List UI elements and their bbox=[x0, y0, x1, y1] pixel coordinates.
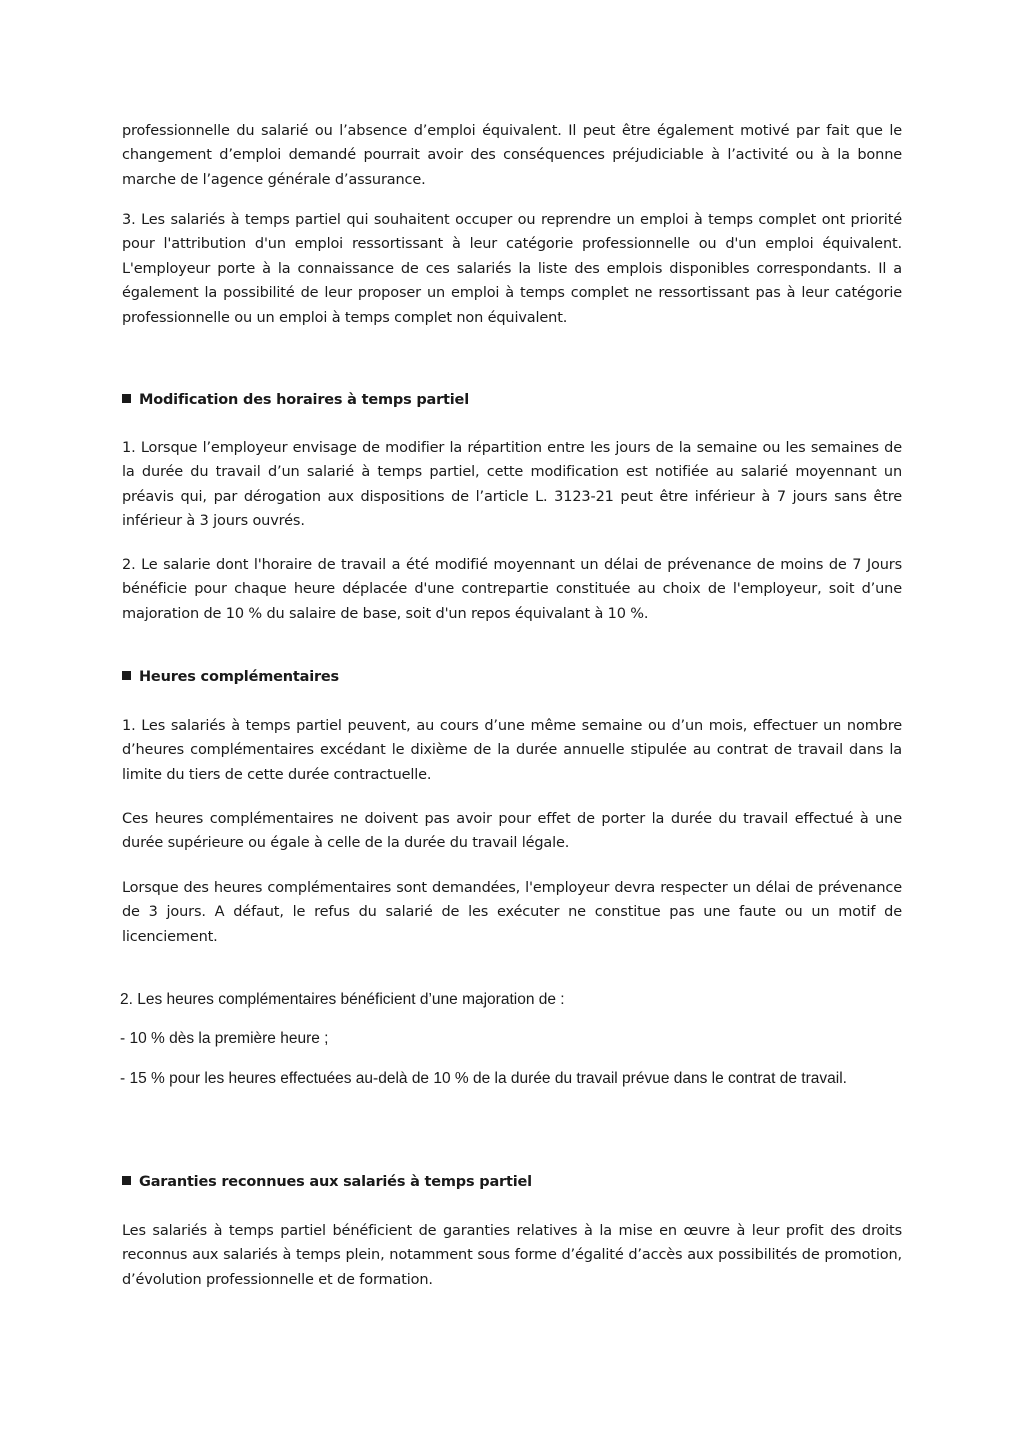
intro-paragraph-1: professionnelle du salarié ou l’absence d’emploi équivalent. Il peut être également motivé par fait que le changement d’emploi demandé pourrait avoir des conséquences préjudiciable à l’activité ou à la bonne marche de l’agence générale d’assurance. bbox=[122, 123, 902, 188]
heures-paragraph-3: Lorsque des heures complémentaires sont demandées, l'employeur devra respecter un délai de prévenance de 3 jours. A défaut, le refus du salarié de les exécuter ne constitue pas une faute ou un motif de licenciement. bbox=[122, 880, 902, 945]
intro-paragraph-2: 3. Les salariés à temps partiel qui souhaitent occuper ou reprendre un emploi à temps complet ont priorité pour l'attribution d'un emploi ressortissant à leur catégorie professionnelle ou d'un emploi équivalent. L'employeur porte à la connaissance de ces salariés la liste des emplois disponibles correspondants. Il a également la possibilité de leur proposer un emploi à temps complet ne ressortissant pas à leur catégorie professionnelle ou un emploi à temps complet non équivalent. bbox=[122, 212, 902, 326]
heures-paragraph-2: Ces heures complémentaires ne doivent pas avoir pour effet de porter la durée du travail effectué à une durée supérieure ou égale à celle de la durée du travail légale. bbox=[122, 811, 902, 852]
heures-list-item-1: - 10 % dès la première heure ; bbox=[120, 1030, 329, 1047]
heading-garanties-text: Garanties reconnues aux salariés à temps partiel bbox=[139, 1174, 532, 1190]
square-bullet-icon bbox=[122, 671, 131, 680]
modification-paragraph-2: 2. Le salarie dont l'horaire de travail a été modifié moyennant un délai de prévenance de moins de 7 Jours bénéficie pour chaque heure déplacée d'une contrepartie constituée au choix de l'employeur, soit d’une majoration de 10 % du salaire de base, soit d'un repos équivalant à 10 %. bbox=[122, 557, 902, 622]
square-bullet-icon bbox=[122, 1176, 131, 1185]
heading-modification-text: Modification des horaires à temps partiel bbox=[139, 392, 469, 408]
heures-paragraph-1: 1. Les salariés à temps partiel peuvent, au cours d’une même semaine ou d’un mois, effectuer un nombre d’heures complémentaires excédant le dixième de la durée annuelle stipulée au contrat de travail dans la limite du tiers de cette durée contractuelle. bbox=[122, 718, 902, 783]
heures-list-item-2: - 15 % pour les heures effectuées au-delà de 10 % de la durée du travail prévue dans le contrat de travail. bbox=[120, 1070, 847, 1087]
garanties-paragraph-1: Les salariés à temps partiel bénéficient de garanties relatives à la mise en œuvre à leur profit des droits reconnus aux salariés à temps plein, notamment sous forme d’égalité d’accès aux possibilités de promotion, d’évolution professionnelle et de formation. bbox=[122, 1223, 902, 1288]
square-bullet-icon bbox=[122, 394, 131, 403]
modification-paragraph-1: 1. Lorsque l’employeur envisage de modifier la répartition entre les jours de la semaine ou les semaines de la durée du travail d’un salarié à temps partiel, cette modification est notifiée au salarié moyennant un préavis qui, par dérogation aux dispositions de l’article L. 3123-21 peut être inférieur à 7 jours sans être inférieur à 3 jours ouvrés. bbox=[122, 440, 902, 530]
heading-garanties bbox=[122, 1174, 532, 1190]
heading-heures-text: Heures complémentaires bbox=[139, 669, 339, 685]
heading-heures bbox=[122, 669, 339, 685]
heures-paragraph-4: 2. Les heures complémentaires bénéficient d’une majoration de : bbox=[120, 991, 565, 1008]
heading-modification bbox=[122, 392, 469, 408]
